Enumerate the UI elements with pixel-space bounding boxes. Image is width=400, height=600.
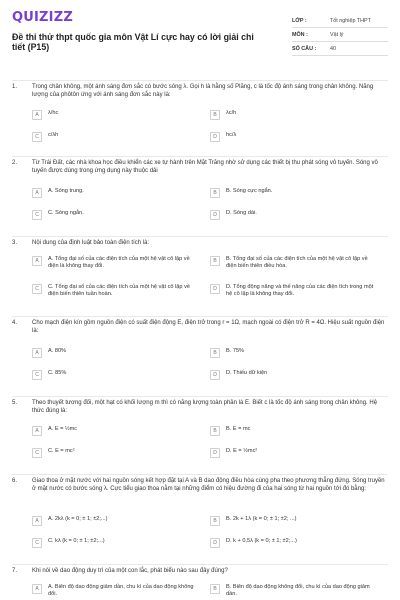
question-text: Theo thuyết tương đối, một hạt có khối lượng m thì có năng lượng toàn phần là E. Biết c là tốc độ ánh sáng trong chân không. Hệ thức đúng là: (32, 400, 378, 414)
question-number: 3. (12, 240, 18, 246)
option-text: λc/h (226, 110, 237, 116)
meta-value: Vật lý (330, 31, 344, 38)
option-c[interactable] (32, 448, 198, 458)
option-letter: B (210, 256, 220, 266)
option-letter: C (32, 538, 42, 548)
option-letter: C (32, 370, 42, 380)
option-text: A. E = ½mc (48, 426, 78, 432)
option-d[interactable] (210, 132, 376, 142)
option-a[interactable] (32, 348, 198, 358)
question-text: Từ Trái Đất, các nhà khoa học điều khiển các xe tự hành trên Mặt Trăng nhờ sử dụng các thiết bị thu phát sóng vô tuyến. Sóng vô tuyến được dùng trong ứng dụng này thuộc dải (32, 160, 378, 174)
option-text: B. 2k + 1λ (k = 0; ± 1; ±2; ...) (226, 516, 297, 522)
option-a[interactable] (32, 110, 198, 120)
option-text: A. Tổng đại số của các điện tích của một hệ vật cô lập về điện là không thay đổi. (48, 256, 190, 269)
option-letter: A (32, 256, 42, 266)
question-7 (12, 564, 388, 597)
option-text: C. Sóng ngắn. (48, 210, 84, 216)
option-text: B. Tổng đại số của các điện tích của một hệ vật cô lập về điện biến thiên điều hòa. (226, 256, 368, 269)
question-5 (12, 396, 388, 456)
option-letter: C (32, 448, 42, 458)
option-d[interactable] (210, 284, 376, 298)
divider (12, 156, 388, 157)
option-text: B. Biên độ dao động không đổi, chu kì của dao động giảm dần. (226, 584, 370, 597)
option-letter: C (32, 210, 42, 220)
option-letter: A (32, 110, 42, 120)
option-letter: B (210, 110, 220, 120)
option-letter: D (210, 370, 220, 380)
option-text: D. k + 0,5λ (k = 0; ± 1; ±2;...) (226, 538, 297, 544)
option-text: D. Sóng dài. (226, 210, 257, 216)
divider (12, 396, 388, 397)
option-text: B. 75% (226, 348, 245, 354)
option-b[interactable] (210, 110, 376, 120)
option-text: c/λh (48, 132, 59, 138)
option-letter: B (210, 188, 220, 198)
divider (12, 564, 388, 565)
option-d[interactable] (210, 448, 376, 458)
option-c[interactable] (32, 370, 198, 380)
option-c[interactable] (32, 132, 198, 142)
option-letter: D (210, 132, 220, 142)
brand-logo: QUIZIZZ (12, 10, 73, 25)
option-text: B. E = mc (226, 426, 251, 432)
option-letter: C (32, 132, 42, 142)
option-text: D. Tổng động năng và thế năng của các điện tích trong một hệ cô lập là không thay đổi. (226, 284, 374, 297)
option-letter: A (32, 584, 42, 594)
option-text: B. Sóng cực ngắn. (226, 188, 273, 194)
option-a[interactable] (32, 584, 198, 598)
option-b[interactable] (210, 256, 376, 270)
option-text: C. Tổng đại số của các điện tích của một hệ vật cô lập về điện biến thiên tuần hoàn. (48, 284, 190, 297)
option-letter: B (210, 584, 220, 594)
question-number: 1. (12, 84, 18, 90)
meta-row-class (292, 14, 388, 28)
option-text: D. Thiếu dữ kiện (226, 370, 268, 376)
meta-label: SỐ CÂU : (292, 45, 317, 52)
option-c[interactable] (32, 210, 198, 220)
option-text: C. E = mc² (48, 448, 75, 454)
option-letter: A (32, 426, 42, 436)
option-b[interactable] (210, 188, 376, 198)
option-letter: A (32, 188, 42, 198)
option-a[interactable] (32, 256, 198, 270)
option-text: C. kλ (k = 0; ± 1; ±2;...) (48, 538, 105, 544)
option-a[interactable] (32, 426, 198, 436)
question-number: 6. (12, 478, 18, 484)
option-letter: D (210, 284, 220, 294)
divider (12, 236, 388, 237)
option-text: A. Biên độ dao động giảm dần, chu kì của dao động không đổi. (48, 584, 194, 597)
header (12, 10, 388, 60)
question-2 (12, 156, 388, 218)
option-a[interactable] (32, 188, 198, 198)
divider (12, 474, 388, 475)
divider (12, 316, 388, 317)
option-letter: D (210, 538, 220, 548)
option-letter: D (210, 448, 220, 458)
question-text: Khi nói về dao động duy trì của một con lắc, phát biểu nào sau đây đúng? (32, 568, 228, 574)
option-letter: B (210, 516, 220, 526)
question-1 (12, 80, 388, 140)
question-6 (12, 474, 388, 546)
question-4 (12, 316, 388, 378)
option-d[interactable] (210, 538, 376, 548)
option-letter: B (210, 426, 220, 436)
option-letter: D (210, 210, 220, 220)
divider (12, 80, 388, 81)
option-text: A. Sóng trung. (48, 188, 84, 194)
question-text: Cho mạch điện kín gồm nguồn điện có suất điện động E, điện trở trong r = 1Ω, mạch ngoài có điện trở R = 4Ω. Hiệu suất nguồn điện là: (32, 320, 385, 334)
option-b[interactable] (210, 348, 376, 358)
option-c[interactable] (32, 284, 198, 298)
meta-table (292, 14, 388, 56)
option-c[interactable] (32, 538, 198, 548)
question-number: 4. (12, 320, 18, 326)
option-a[interactable] (32, 516, 198, 526)
page-title: Đề thi thử thpt quốc gia môn Vật Lí cực hay có lời giải chi tiết (P15) (12, 32, 254, 52)
option-b[interactable] (210, 584, 376, 598)
question-text: Trong chân không, một ánh sáng đơn sắc có bước sóng λ. Gọi h là hằng số Plăng, c là tốc độ ánh sáng trong chân không. Năng lượng của phôtôn ứng với ánh sáng đơn sắc này là: (32, 84, 374, 98)
option-text: λ/hc (48, 110, 59, 116)
question-3 (12, 236, 388, 297)
question-text: Giao thoa ở mặt nước với hai nguồn sóng kết hợp đặt tại A và B dao động điều hòa cùng pha theo phương thẳng đứng. Sóng truyền ở mặt nước có bước sóng λ. Cực tiểu giao thoa nằm tại những điểm có hiệu đường đi của hai sóng từ hai nguồn tới đó bằng: (32, 478, 385, 492)
question-number: 5. (12, 400, 18, 406)
meta-value: 40 (330, 45, 336, 52)
option-text: A. 80% (48, 348, 67, 354)
meta-row-subject (292, 28, 388, 42)
option-b[interactable] (210, 426, 376, 436)
option-d[interactable] (210, 210, 376, 220)
question-number: 7. (12, 568, 18, 574)
meta-value: Tốt nghiệp THPT (330, 17, 371, 24)
meta-label: LỚP : (292, 17, 307, 24)
option-text: hc/λ (226, 132, 237, 138)
option-b[interactable] (210, 516, 376, 526)
option-letter: B (210, 348, 220, 358)
meta-row-count (292, 42, 388, 56)
meta-label: MÔN : (292, 31, 308, 38)
option-d[interactable] (210, 370, 376, 380)
option-text: D. E = ½mc² (226, 448, 258, 454)
option-letter: C (32, 284, 42, 294)
question-text: Nội dung của định luật bảo toàn điện tích là: (32, 240, 150, 246)
option-text: A. 2kλ (k = 0; ± 1; ±2;...) (48, 516, 108, 522)
option-text: C. 85% (48, 370, 67, 376)
option-letter: A (32, 348, 42, 358)
option-letter: A (32, 516, 42, 526)
question-number: 2. (12, 160, 18, 166)
